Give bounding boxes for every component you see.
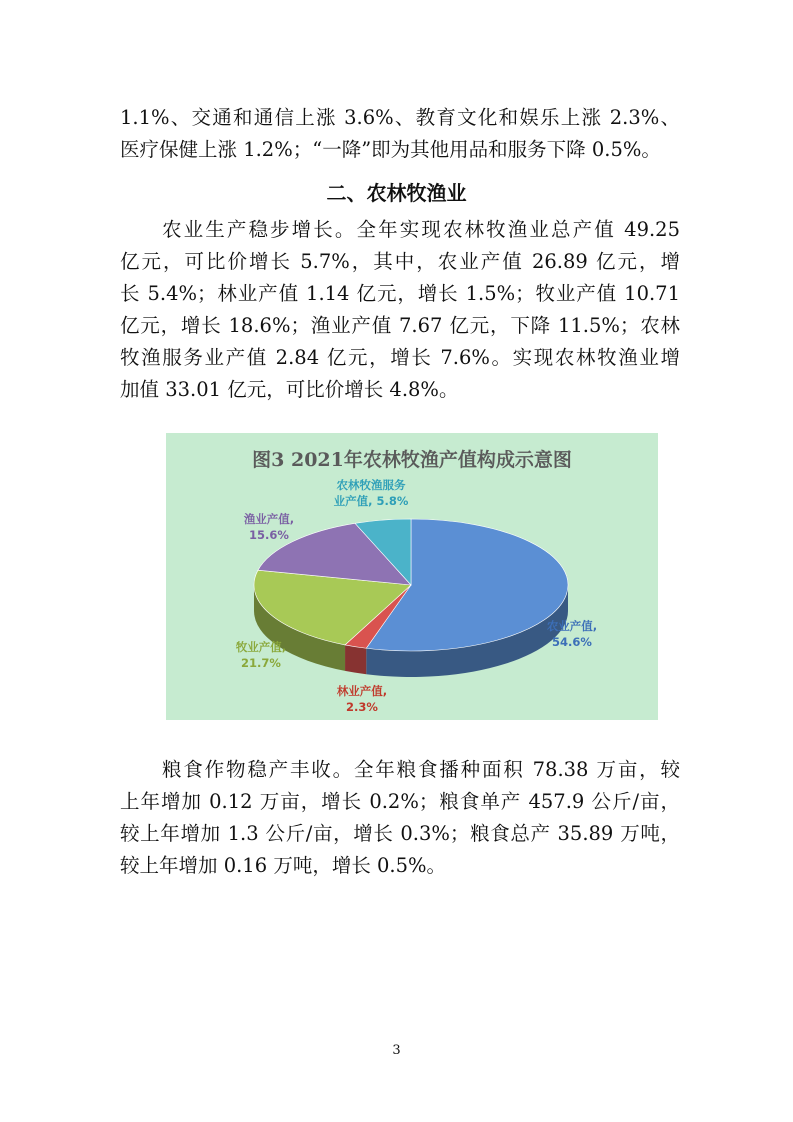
section-heading: 二、农林牧渔业 <box>326 181 467 205</box>
text-line: 医疗保健上涨 1.2%；“一降”即为其他用品和服务下降 0.5%。 <box>120 138 661 161</box>
paragraph-grain <box>120 754 680 882</box>
text-line: 较上年增加 1.3 公斤/亩，增长 0.3%；粮食总产 35.89 万吨， <box>120 822 680 845</box>
pie-slice-label: 农业产值, 54.6% <box>546 619 598 649</box>
text-line: 牧渔服务业产值 2.84 亿元，增长 7.6%。实现农林牧渔业增 <box>120 346 680 369</box>
page-number: 3 <box>392 1043 401 1058</box>
pie-chart-panel <box>166 433 658 720</box>
text-line: 1.1%、交通和通信上涨 3.6%、教育文化和娱乐上涨 2.3%、 <box>120 106 680 129</box>
pie-slice-label: 林业产值, 2.3% <box>336 684 388 714</box>
text-line: 较上年增加 0.16 万吨，增长 0.5%。 <box>120 854 447 877</box>
text-line: 加值 33.01 亿元，可比价增长 4.8%。 <box>120 378 459 401</box>
text-line: 农业生产稳步增长。全年实现农林牧渔业总产值 49.25 <box>162 218 680 241</box>
text-line: 亿元，可比价增长 5.7%，其中，农业产值 26.89 亿元，增 <box>120 250 680 273</box>
pie-slice-label: 农林牧渔服务业产值, 5.8% <box>333 478 409 508</box>
pie-slice-label: 渔业产值, 15.6% <box>243 512 295 542</box>
pie-slice-label: 牧业产值, 21.7% <box>235 640 287 670</box>
chart-title: 图3 2021年农林牧渔产值构成示意图 <box>252 449 572 471</box>
text-line: 粮食作物稳产丰收。全年粮食播种面积 78.38 万亩，较 <box>162 758 680 781</box>
pie-slice-side <box>345 645 366 674</box>
paragraph-agriculture <box>120 214 680 406</box>
text-line: 上年增加 0.12 万亩，增长 0.2%；粮食单产 457.9 公斤/亩， <box>120 790 680 813</box>
pie-chart <box>166 433 658 720</box>
text-line: 亿元，增长 18.6%；渔业产值 7.67 亿元，下降 11.5%；农林 <box>120 314 680 337</box>
paragraph-cpi-tail <box>120 102 680 166</box>
text-line: 长 5.4%；林业产值 1.14 亿元，增长 1.5%；牧业产值 10.71 <box>120 282 680 305</box>
